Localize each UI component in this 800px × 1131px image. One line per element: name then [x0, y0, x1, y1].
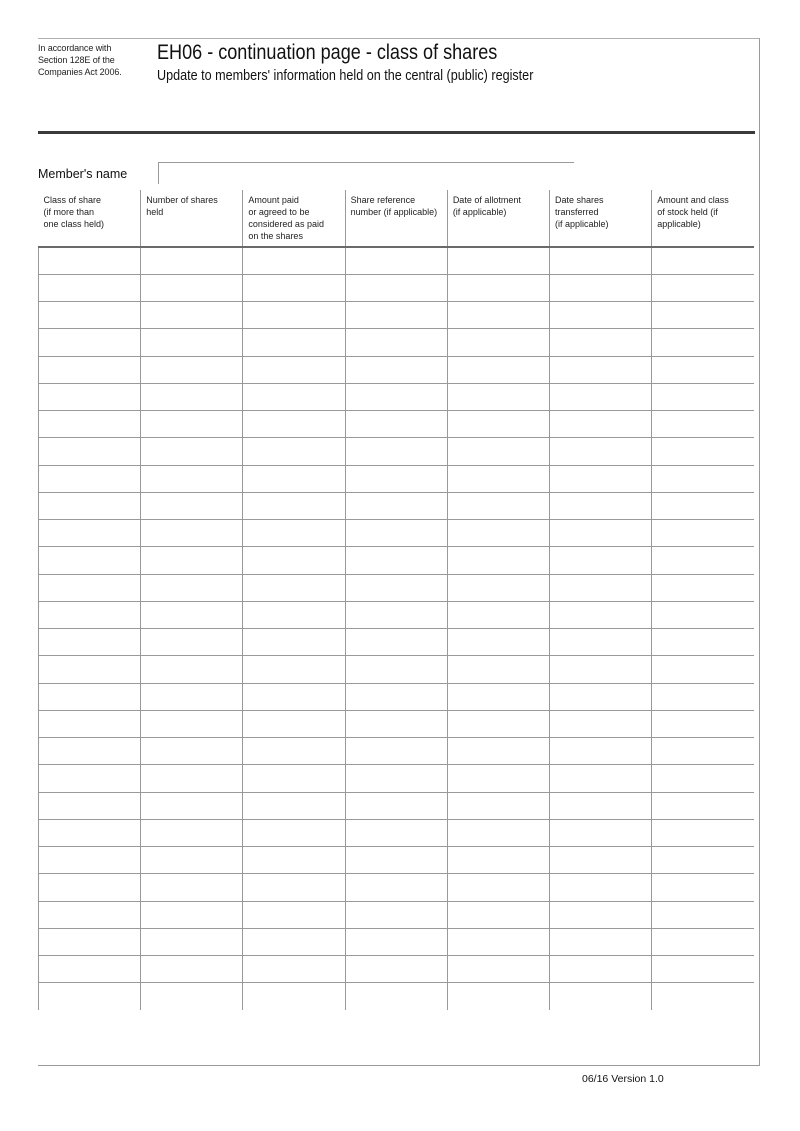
- column-header-amount-and-class-of-stock: Amount and class of stock held (if applicable): [652, 190, 754, 247]
- table-row: [39, 656, 755, 683]
- table-cell[interactable]: [652, 792, 754, 819]
- table-cell[interactable]: [243, 411, 345, 438]
- header-divider: [38, 131, 755, 134]
- table-cell[interactable]: [39, 411, 141, 438]
- table-cell[interactable]: [345, 629, 447, 656]
- table-cell[interactable]: [345, 492, 447, 519]
- table-cell[interactable]: [652, 274, 754, 301]
- legal-note: [38, 42, 146, 78]
- table-cell[interactable]: [39, 383, 141, 410]
- table-cell[interactable]: [243, 956, 345, 983]
- table-cell[interactable]: [652, 302, 754, 329]
- table-cell[interactable]: [345, 847, 447, 874]
- table-cell[interactable]: [345, 411, 447, 438]
- table-cell[interactable]: [39, 792, 141, 819]
- table-cell[interactable]: [550, 819, 652, 846]
- table-cell[interactable]: [141, 792, 243, 819]
- table-cell[interactable]: [550, 847, 652, 874]
- table-cell[interactable]: [39, 247, 141, 274]
- table-row: [39, 574, 755, 601]
- table-cell[interactable]: [345, 792, 447, 819]
- table-cell[interactable]: [652, 492, 754, 519]
- table-cell[interactable]: [243, 547, 345, 574]
- table-cell[interactable]: [39, 683, 141, 710]
- table-cell[interactable]: [652, 574, 754, 601]
- table-cell[interactable]: [141, 329, 243, 356]
- table-cell[interactable]: [652, 983, 754, 1010]
- table-cell[interactable]: [345, 601, 447, 628]
- table-row: [39, 847, 755, 874]
- table-cell[interactable]: [39, 492, 141, 519]
- table-cell[interactable]: [141, 710, 243, 737]
- form-subtitle: Update to members' information held on the central (public) register: [157, 67, 534, 84]
- table-cell[interactable]: [447, 928, 549, 955]
- table-cell[interactable]: [141, 520, 243, 547]
- table-cell[interactable]: [550, 629, 652, 656]
- table-cell[interactable]: [652, 901, 754, 928]
- table-cell[interactable]: [345, 383, 447, 410]
- table-cell[interactable]: [447, 547, 549, 574]
- table-cell[interactable]: [243, 356, 345, 383]
- table-cell[interactable]: [39, 356, 141, 383]
- table-cell[interactable]: [550, 492, 652, 519]
- table-cell[interactable]: [243, 601, 345, 628]
- table-cell[interactable]: [141, 874, 243, 901]
- table-row: [39, 928, 755, 955]
- table-cell[interactable]: [243, 574, 345, 601]
- table-cell[interactable]: [141, 928, 243, 955]
- table-body: [39, 247, 755, 1010]
- table-cell[interactable]: [550, 738, 652, 765]
- table-cell[interactable]: [345, 274, 447, 301]
- table-cell[interactable]: [141, 601, 243, 628]
- table-cell[interactable]: [652, 629, 754, 656]
- table-cell[interactable]: [345, 874, 447, 901]
- table-cell[interactable]: [345, 710, 447, 737]
- table-cell[interactable]: [550, 411, 652, 438]
- table-cell[interactable]: [39, 574, 141, 601]
- table-cell[interactable]: [550, 302, 652, 329]
- table-cell[interactable]: [550, 465, 652, 492]
- table-cell[interactable]: [243, 765, 345, 792]
- table-cell[interactable]: [447, 247, 549, 274]
- table-cell[interactable]: [345, 247, 447, 274]
- table-cell[interactable]: [652, 329, 754, 356]
- table-cell[interactable]: [39, 847, 141, 874]
- column-header-class-of-share: Class of share (if more than one class held): [39, 190, 141, 247]
- table-cell[interactable]: [141, 492, 243, 519]
- table-row: [39, 492, 755, 519]
- table-cell[interactable]: [550, 329, 652, 356]
- table-cell[interactable]: [550, 956, 652, 983]
- table-cell[interactable]: [447, 656, 549, 683]
- table-cell[interactable]: [447, 356, 549, 383]
- table-cell[interactable]: [243, 520, 345, 547]
- table-cell[interactable]: [141, 765, 243, 792]
- table-cell[interactable]: [447, 710, 549, 737]
- table-row: [39, 465, 755, 492]
- legal-note-line: Companies Act 2006.: [38, 67, 122, 77]
- form-title: EH06 - continuation page - class of shares: [157, 41, 498, 64]
- table-cell[interactable]: [550, 547, 652, 574]
- table-cell[interactable]: [345, 574, 447, 601]
- table-cell[interactable]: [447, 956, 549, 983]
- table-cell[interactable]: [447, 683, 549, 710]
- table-cell[interactable]: [141, 574, 243, 601]
- table-cell[interactable]: [141, 656, 243, 683]
- table-cell[interactable]: [243, 983, 345, 1010]
- table-cell[interactable]: [141, 302, 243, 329]
- table-cell[interactable]: [141, 901, 243, 928]
- legal-note-line: In accordance with: [38, 43, 112, 53]
- table-cell[interactable]: [39, 520, 141, 547]
- table-cell[interactable]: [550, 656, 652, 683]
- table-cell[interactable]: [447, 274, 549, 301]
- table-cell[interactable]: [141, 438, 243, 465]
- table-cell[interactable]: [652, 683, 754, 710]
- table-cell[interactable]: [243, 629, 345, 656]
- table-row: [39, 683, 755, 710]
- table-cell[interactable]: [39, 656, 141, 683]
- table-row: [39, 901, 755, 928]
- table-row: [39, 765, 755, 792]
- column-header-number-of-shares: Number of shares held: [141, 190, 243, 247]
- table-cell[interactable]: [652, 710, 754, 737]
- table-cell[interactable]: [652, 356, 754, 383]
- table-cell[interactable]: [39, 738, 141, 765]
- table-cell[interactable]: [447, 874, 549, 901]
- table-cell[interactable]: [345, 765, 447, 792]
- table-cell[interactable]: [243, 792, 345, 819]
- table-cell[interactable]: [447, 520, 549, 547]
- table-cell[interactable]: [39, 928, 141, 955]
- table-cell[interactable]: [39, 274, 141, 301]
- table-row: [39, 274, 755, 301]
- table-cell[interactable]: [345, 656, 447, 683]
- table-cell[interactable]: [550, 765, 652, 792]
- table-cell[interactable]: [345, 356, 447, 383]
- table-row: [39, 601, 755, 628]
- table-cell[interactable]: [141, 983, 243, 1010]
- table-cell[interactable]: [447, 492, 549, 519]
- table-cell[interactable]: [39, 629, 141, 656]
- table-cell[interactable]: [345, 819, 447, 846]
- table-cell[interactable]: [243, 656, 345, 683]
- table-cell[interactable]: [652, 928, 754, 955]
- table-cell[interactable]: [39, 710, 141, 737]
- table-cell[interactable]: [243, 847, 345, 874]
- table-cell[interactable]: [550, 601, 652, 628]
- table-cell[interactable]: [345, 520, 447, 547]
- table-cell[interactable]: [243, 874, 345, 901]
- table-cell[interactable]: [447, 465, 549, 492]
- table-row: [39, 819, 755, 846]
- table-cell[interactable]: [550, 438, 652, 465]
- table-cell[interactable]: [550, 274, 652, 301]
- table-cell[interactable]: [652, 247, 754, 274]
- table-cell[interactable]: [39, 874, 141, 901]
- table-cell[interactable]: [39, 956, 141, 983]
- table-cell[interactable]: [345, 928, 447, 955]
- table-cell[interactable]: [39, 547, 141, 574]
- table-cell[interactable]: [652, 656, 754, 683]
- table-cell[interactable]: [652, 819, 754, 846]
- table-cell[interactable]: [447, 383, 549, 410]
- table-cell[interactable]: [141, 629, 243, 656]
- table-cell[interactable]: [243, 901, 345, 928]
- table-cell[interactable]: [550, 520, 652, 547]
- table-row: [39, 520, 755, 547]
- table-row: [39, 792, 755, 819]
- table-cell[interactable]: [39, 329, 141, 356]
- table-cell[interactable]: [550, 983, 652, 1010]
- table-cell[interactable]: [447, 574, 549, 601]
- table-cell[interactable]: [39, 983, 141, 1010]
- table-cell[interactable]: [141, 547, 243, 574]
- footer-divider: [38, 1065, 760, 1066]
- table-cell[interactable]: [243, 819, 345, 846]
- table-row: [39, 329, 755, 356]
- table-cell[interactable]: [243, 683, 345, 710]
- table-cell[interactable]: [243, 738, 345, 765]
- table-cell[interactable]: [243, 928, 345, 955]
- table-cell[interactable]: [550, 356, 652, 383]
- column-header-date-of-allotment: Date of allotment (if applicable): [447, 190, 549, 247]
- table-cell[interactable]: [652, 520, 754, 547]
- table-cell[interactable]: [345, 956, 447, 983]
- table-cell[interactable]: [447, 738, 549, 765]
- table-cell[interactable]: [447, 629, 549, 656]
- table-cell[interactable]: [550, 710, 652, 737]
- table-cell[interactable]: [447, 819, 549, 846]
- table-cell[interactable]: [243, 438, 345, 465]
- table-cell[interactable]: [141, 738, 243, 765]
- table-cell[interactable]: [652, 956, 754, 983]
- table-cell[interactable]: [243, 302, 345, 329]
- table-row: [39, 629, 755, 656]
- table-cell[interactable]: [345, 738, 447, 765]
- member-name-label: Member's name: [38, 167, 128, 181]
- table-cell[interactable]: [550, 928, 652, 955]
- table-cell[interactable]: [550, 247, 652, 274]
- table-cell[interactable]: [243, 247, 345, 274]
- table-row: [39, 356, 755, 383]
- table-row: [39, 956, 755, 983]
- table-cell[interactable]: [447, 411, 549, 438]
- table-cell[interactable]: [652, 547, 754, 574]
- table-cell[interactable]: [447, 847, 549, 874]
- table-cell[interactable]: [652, 411, 754, 438]
- table-cell[interactable]: [39, 765, 141, 792]
- table-cell[interactable]: [345, 329, 447, 356]
- table-cell[interactable]: [550, 383, 652, 410]
- table-cell[interactable]: [447, 302, 549, 329]
- table-cell[interactable]: [345, 547, 447, 574]
- table-cell[interactable]: [243, 329, 345, 356]
- table-row: [39, 247, 755, 274]
- table-cell[interactable]: [447, 792, 549, 819]
- table-row: [39, 874, 755, 901]
- table-cell[interactable]: [550, 874, 652, 901]
- table-cell[interactable]: [447, 901, 549, 928]
- table-cell[interactable]: [345, 901, 447, 928]
- table-cell[interactable]: [141, 465, 243, 492]
- table-cell[interactable]: [345, 438, 447, 465]
- table-cell[interactable]: [652, 438, 754, 465]
- table-cell[interactable]: [243, 383, 345, 410]
- table-cell[interactable]: [447, 983, 549, 1010]
- table-cell[interactable]: [141, 274, 243, 301]
- legal-note-line: Section 128E of the: [38, 55, 115, 65]
- table-cell[interactable]: [652, 847, 754, 874]
- table-cell[interactable]: [39, 901, 141, 928]
- table-cell[interactable]: [243, 492, 345, 519]
- member-name-field[interactable]: [158, 162, 574, 184]
- table-cell[interactable]: [141, 247, 243, 274]
- shares-table: [38, 190, 754, 1010]
- table-cell[interactable]: [243, 710, 345, 737]
- table-cell[interactable]: [141, 847, 243, 874]
- table-cell[interactable]: [550, 574, 652, 601]
- table-cell[interactable]: [652, 465, 754, 492]
- table-cell[interactable]: [652, 874, 754, 901]
- table-cell[interactable]: [39, 302, 141, 329]
- table-cell[interactable]: [243, 465, 345, 492]
- table-cell[interactable]: [141, 383, 243, 410]
- table-row: [39, 738, 755, 765]
- table-cell[interactable]: [141, 356, 243, 383]
- table-cell[interactable]: [447, 765, 549, 792]
- table-cell[interactable]: [141, 683, 243, 710]
- table-cell[interactable]: [447, 601, 549, 628]
- table-cell[interactable]: [652, 601, 754, 628]
- table-cell[interactable]: [243, 274, 345, 301]
- table-row: [39, 438, 755, 465]
- table-cell[interactable]: [447, 438, 549, 465]
- table-cell[interactable]: [652, 383, 754, 410]
- column-header-amount-paid: Amount paid or agreed to be considered as paid on the shares: [243, 190, 345, 247]
- table-cell[interactable]: [141, 411, 243, 438]
- table-cell[interactable]: [39, 465, 141, 492]
- table-cell[interactable]: [39, 601, 141, 628]
- table-cell[interactable]: [39, 819, 141, 846]
- table-cell[interactable]: [550, 683, 652, 710]
- table-cell[interactable]: [345, 302, 447, 329]
- table-cell[interactable]: [345, 983, 447, 1010]
- table-row: [39, 547, 755, 574]
- table-cell[interactable]: [345, 683, 447, 710]
- table-cell[interactable]: [652, 765, 754, 792]
- table-cell[interactable]: [141, 956, 243, 983]
- table-cell[interactable]: [141, 819, 243, 846]
- table-cell[interactable]: [652, 738, 754, 765]
- version-label: 06/16 Version 1.0: [582, 1073, 664, 1085]
- table-row: [39, 383, 755, 410]
- table-row: [39, 302, 755, 329]
- table-cell[interactable]: [550, 792, 652, 819]
- table-cell[interactable]: [550, 901, 652, 928]
- table-row: [39, 983, 755, 1010]
- table-header-row: [39, 190, 755, 247]
- table-cell[interactable]: [39, 438, 141, 465]
- table-cell[interactable]: [447, 329, 549, 356]
- table-row: [39, 411, 755, 438]
- table-row: [39, 710, 755, 737]
- table-cell[interactable]: [345, 465, 447, 492]
- column-header-date-transferred: Date shares transferred (if applicable): [550, 190, 652, 247]
- column-header-share-reference: Share reference number (if applicable): [345, 190, 447, 247]
